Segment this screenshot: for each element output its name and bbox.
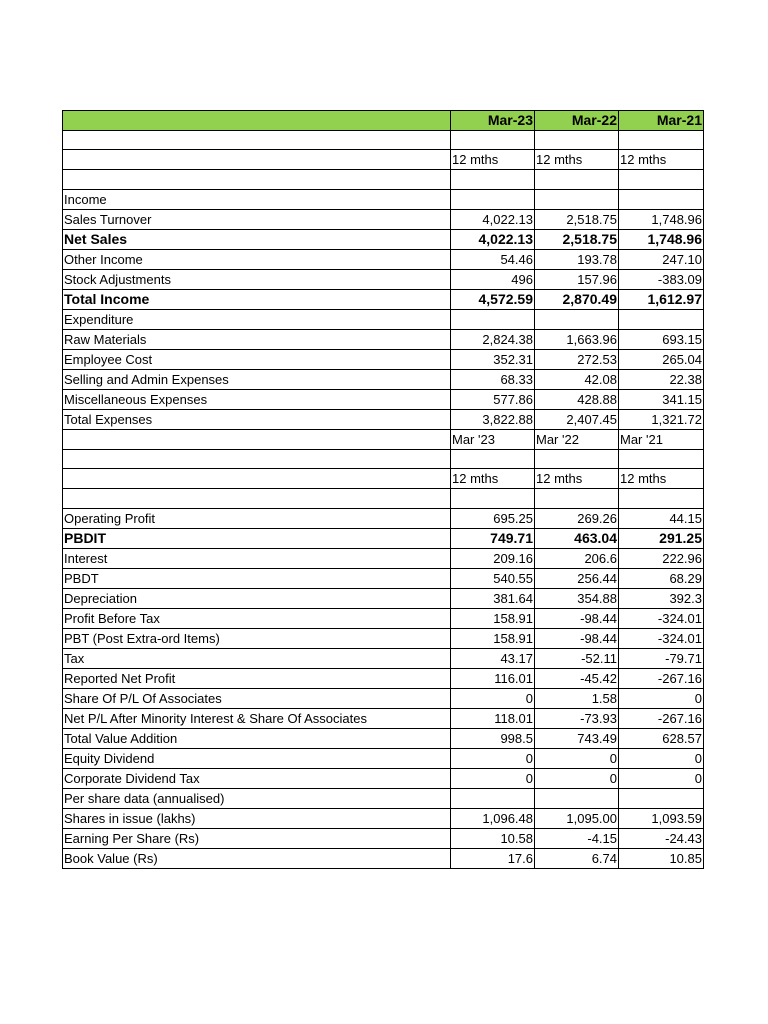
- row-value-cell: 749.71: [451, 528, 535, 548]
- table-row: [63, 768, 704, 788]
- row-label: Miscellaneous Expenses: [63, 389, 451, 409]
- table-row: [63, 369, 704, 389]
- row-value-cell: 3,822.88: [451, 409, 535, 429]
- row-label: Depreciation: [63, 588, 451, 608]
- row-value-cell: 1,612.97: [619, 289, 704, 309]
- row-value-cell: 68.33: [451, 369, 535, 389]
- row-value-cell: 4,022.13: [451, 229, 535, 249]
- row-value-cell: 341.15: [619, 389, 704, 409]
- row-value-cell: [451, 449, 535, 468]
- table-row: [63, 668, 704, 688]
- row-label: Operating Profit: [63, 508, 451, 528]
- table-row: [63, 828, 704, 848]
- row-value-cell: 10.85: [619, 848, 704, 868]
- header-col-mar23: Mar-23: [451, 111, 535, 131]
- row-value-cell: 4,022.13: [451, 209, 535, 229]
- row-value-cell: 10.58: [451, 828, 535, 848]
- row-value-cell: 6.74: [535, 848, 619, 868]
- row-value-cell: 1,096.48: [451, 808, 535, 828]
- row-value-cell: 222.96: [619, 548, 704, 568]
- table-row: [63, 508, 704, 528]
- row-value-cell: Mar '21: [619, 429, 704, 449]
- row-value-cell: 247.10: [619, 249, 704, 269]
- row-label: Share Of P/L Of Associates: [63, 688, 451, 708]
- table-row: [63, 209, 704, 229]
- row-value-cell: 43.17: [451, 648, 535, 668]
- row-label: [63, 429, 451, 449]
- row-value-cell: 12 mths: [535, 150, 619, 170]
- row-value-cell: 2,518.75: [535, 229, 619, 249]
- table-row: [63, 289, 704, 309]
- row-value-cell: 354.88: [535, 588, 619, 608]
- row-value-cell: [619, 309, 704, 329]
- row-value-cell: 2,518.75: [535, 209, 619, 229]
- row-value-cell: 1,321.72: [619, 409, 704, 429]
- table-body: [63, 111, 704, 869]
- row-value-cell: [535, 170, 619, 189]
- table-row: [63, 429, 704, 449]
- row-value-cell: 577.86: [451, 389, 535, 409]
- row-value-cell: 0: [619, 688, 704, 708]
- table-row: [63, 808, 704, 828]
- row-value-cell: 0: [535, 768, 619, 788]
- row-value-cell: -45.42: [535, 668, 619, 688]
- row-value-cell: 17.6: [451, 848, 535, 868]
- row-value-cell: 158.91: [451, 628, 535, 648]
- table-row: [63, 249, 704, 269]
- row-value-cell: 12 mths: [451, 469, 535, 489]
- row-label: PBDIT: [63, 528, 451, 548]
- row-label: [63, 150, 451, 170]
- row-label: Reported Net Profit: [63, 668, 451, 688]
- row-value-cell: -98.44: [535, 628, 619, 648]
- row-value-cell: [451, 170, 535, 189]
- table-row: [63, 409, 704, 429]
- row-label: Interest: [63, 548, 451, 568]
- row-label: Per share data (annualised): [63, 788, 451, 808]
- row-value-cell: 0: [451, 768, 535, 788]
- table-row: [63, 708, 704, 728]
- row-value-cell: 54.46: [451, 249, 535, 269]
- row-value-cell: 158.91: [451, 608, 535, 628]
- row-label: Raw Materials: [63, 329, 451, 349]
- row-label: Total Expenses: [63, 409, 451, 429]
- row-value-cell: [619, 788, 704, 808]
- row-label: Shares in issue (lakhs): [63, 808, 451, 828]
- row-value-cell: [619, 489, 704, 508]
- table-row: [63, 349, 704, 369]
- row-value-cell: [451, 309, 535, 329]
- row-label: Corporate Dividend Tax: [63, 768, 451, 788]
- row-label: Total Income: [63, 289, 451, 309]
- row-value-cell: 428.88: [535, 389, 619, 409]
- row-label: PBDT: [63, 568, 451, 588]
- row-label: [63, 131, 451, 150]
- row-value-cell: 352.31: [451, 349, 535, 369]
- row-value-cell: 272.53: [535, 349, 619, 369]
- row-value-cell: [535, 788, 619, 808]
- row-label: Selling and Admin Expenses: [63, 369, 451, 389]
- table-row: [63, 449, 704, 468]
- table-row: [63, 469, 704, 489]
- row-value-cell: 1,748.96: [619, 209, 704, 229]
- row-value-cell: [451, 131, 535, 150]
- row-value-cell: -79.71: [619, 648, 704, 668]
- table-row: [63, 588, 704, 608]
- table-row: [63, 648, 704, 668]
- row-value-cell: 42.08: [535, 369, 619, 389]
- row-value-cell: Mar '23: [451, 429, 535, 449]
- row-value-cell: [619, 131, 704, 150]
- row-value-cell: 743.49: [535, 728, 619, 748]
- row-label: Sales Turnover: [63, 209, 451, 229]
- row-label: [63, 489, 451, 508]
- row-value-cell: 1,095.00: [535, 808, 619, 828]
- row-value-cell: 12 mths: [619, 469, 704, 489]
- row-value-cell: 1.58: [535, 688, 619, 708]
- row-value-cell: 12 mths: [619, 150, 704, 170]
- table-row: [63, 548, 704, 568]
- row-value-cell: -24.43: [619, 828, 704, 848]
- row-value-cell: 0: [619, 768, 704, 788]
- header-label-cell: [63, 111, 451, 131]
- table-row: [63, 329, 704, 349]
- row-value-cell: 116.01: [451, 668, 535, 688]
- row-value-cell: -324.01: [619, 628, 704, 648]
- table-row: [63, 688, 704, 708]
- row-value-cell: [535, 189, 619, 209]
- row-value-cell: [535, 309, 619, 329]
- row-label: Total Value Addition: [63, 728, 451, 748]
- row-value-cell: 0: [619, 748, 704, 768]
- row-value-cell: 0: [451, 748, 535, 768]
- table-row: [63, 788, 704, 808]
- row-value-cell: -98.44: [535, 608, 619, 628]
- table-row: [63, 229, 704, 249]
- row-value-cell: -52.11: [535, 648, 619, 668]
- table-row: [63, 848, 704, 868]
- table-row: [63, 728, 704, 748]
- row-value-cell: 291.25: [619, 528, 704, 548]
- table-row: [63, 489, 704, 508]
- row-label: Tax: [63, 648, 451, 668]
- row-value-cell: Mar '22: [535, 429, 619, 449]
- table-row: [63, 748, 704, 768]
- table-row: [63, 269, 704, 289]
- row-value-cell: 463.04: [535, 528, 619, 548]
- row-label: Employee Cost: [63, 349, 451, 369]
- row-value-cell: 68.29: [619, 568, 704, 588]
- row-value-cell: 269.26: [535, 508, 619, 528]
- row-label: Income: [63, 189, 451, 209]
- row-label: Earning Per Share (Rs): [63, 828, 451, 848]
- row-value-cell: 392.3: [619, 588, 704, 608]
- row-value-cell: 256.44: [535, 568, 619, 588]
- table-row: [63, 170, 704, 189]
- row-value-cell: -4.15: [535, 828, 619, 848]
- table-row: [63, 389, 704, 409]
- row-value-cell: 12 mths: [451, 150, 535, 170]
- row-value-cell: [619, 449, 704, 468]
- row-value-cell: -383.09: [619, 269, 704, 289]
- row-value-cell: 22.38: [619, 369, 704, 389]
- row-value-cell: 998.5: [451, 728, 535, 748]
- row-value-cell: 1,093.59: [619, 808, 704, 828]
- row-label: Book Value (Rs): [63, 848, 451, 868]
- row-value-cell: 44.15: [619, 508, 704, 528]
- row-value-cell: 496: [451, 269, 535, 289]
- row-value-cell: 118.01: [451, 708, 535, 728]
- row-value-cell: 4,572.59: [451, 289, 535, 309]
- row-value-cell: [451, 189, 535, 209]
- row-value-cell: 2,870.49: [535, 289, 619, 309]
- row-label: [63, 170, 451, 189]
- row-value-cell: 0: [451, 688, 535, 708]
- row-value-cell: 2,824.38: [451, 329, 535, 349]
- row-label: Profit Before Tax: [63, 608, 451, 628]
- row-value-cell: 628.57: [619, 728, 704, 748]
- row-label: [63, 469, 451, 489]
- row-label: Expenditure: [63, 309, 451, 329]
- table-row: [63, 608, 704, 628]
- row-value-cell: [535, 449, 619, 468]
- row-value-cell: 206.6: [535, 548, 619, 568]
- row-value-cell: 12 mths: [535, 469, 619, 489]
- row-value-cell: 1,748.96: [619, 229, 704, 249]
- table-row: [63, 528, 704, 548]
- row-label: [63, 449, 451, 468]
- table-row: [63, 568, 704, 588]
- row-value-cell: 265.04: [619, 349, 704, 369]
- row-value-cell: [619, 170, 704, 189]
- row-value-cell: -267.16: [619, 708, 704, 728]
- row-value-cell: 693.15: [619, 329, 704, 349]
- row-value-cell: 0: [535, 748, 619, 768]
- row-value-cell: 157.96: [535, 269, 619, 289]
- row-value-cell: -73.93: [535, 708, 619, 728]
- row-value-cell: [451, 788, 535, 808]
- table-row: [63, 150, 704, 170]
- row-label: PBT (Post Extra-ord Items): [63, 628, 451, 648]
- header-col-mar22: Mar-22: [535, 111, 619, 131]
- row-value-cell: 695.25: [451, 508, 535, 528]
- row-value-cell: [451, 489, 535, 508]
- row-label: Stock Adjustments: [63, 269, 451, 289]
- financial-statement-table: [62, 110, 704, 869]
- table-row: [63, 628, 704, 648]
- row-value-cell: [619, 189, 704, 209]
- row-value-cell: [535, 489, 619, 508]
- row-value-cell: 193.78: [535, 249, 619, 269]
- row-value-cell: 1,663.96: [535, 329, 619, 349]
- row-label: Net Sales: [63, 229, 451, 249]
- row-label: Equity Dividend: [63, 748, 451, 768]
- table-row: [63, 131, 704, 150]
- row-value-cell: 540.55: [451, 568, 535, 588]
- row-value-cell: 209.16: [451, 548, 535, 568]
- row-label: Net P/L After Minority Interest & Share Of Associates: [63, 708, 451, 728]
- row-label: Other Income: [63, 249, 451, 269]
- row-value-cell: -324.01: [619, 608, 704, 628]
- row-value-cell: -267.16: [619, 668, 704, 688]
- header-row: [63, 111, 704, 131]
- row-value-cell: 2,407.45: [535, 409, 619, 429]
- table-row: [63, 309, 704, 329]
- row-value-cell: 381.64: [451, 588, 535, 608]
- header-col-mar21: Mar-21: [619, 111, 704, 131]
- table-row: [63, 189, 704, 209]
- row-value-cell: [535, 131, 619, 150]
